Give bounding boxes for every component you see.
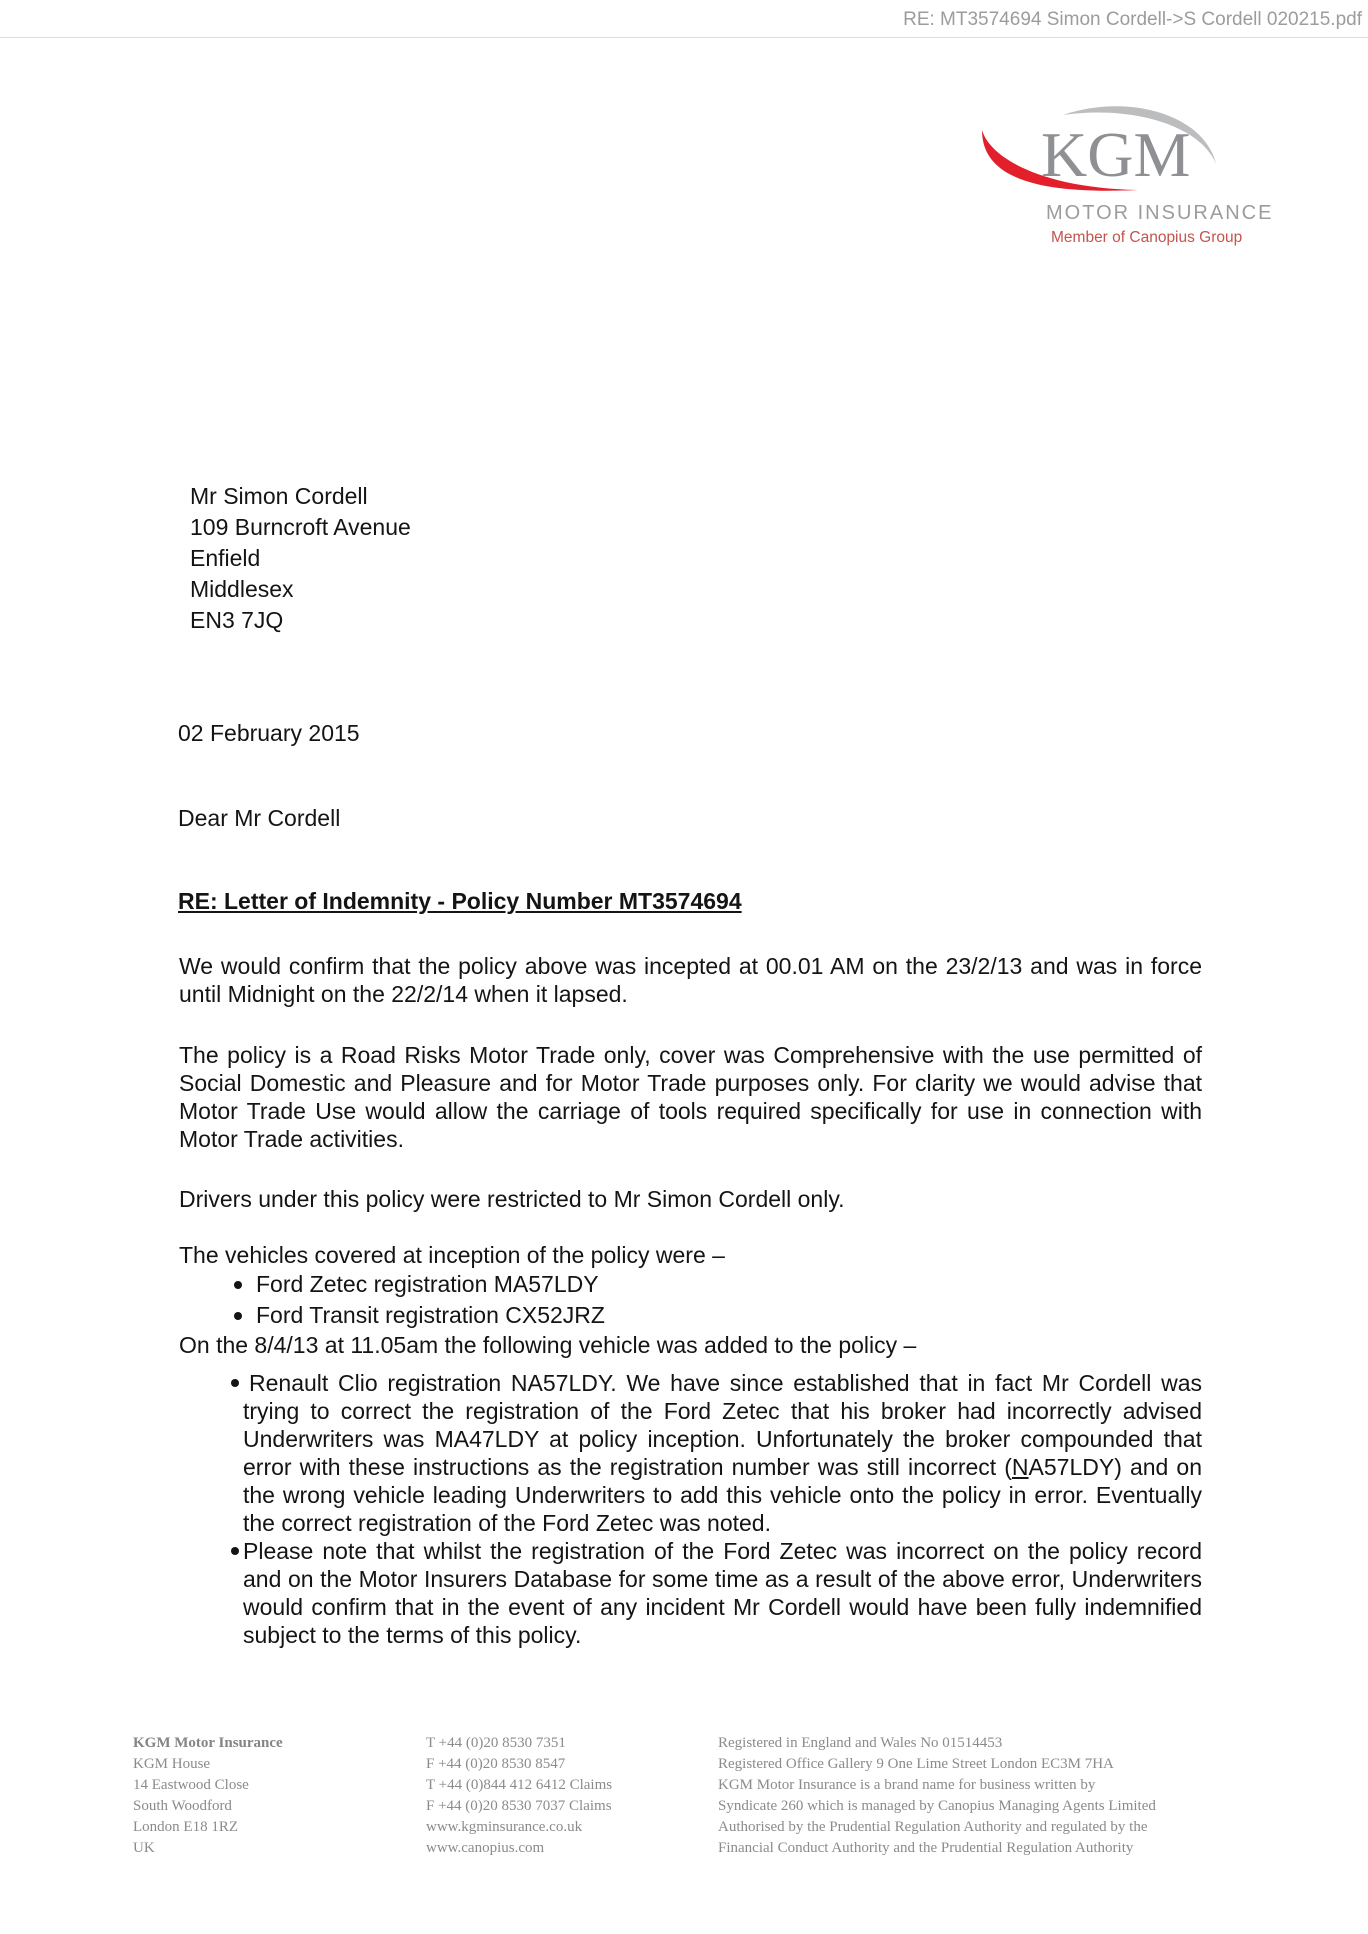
- footer-legal-column: [718, 1733, 1248, 1859]
- recipient-street: 109 Burncroft Avenue: [190, 514, 411, 540]
- footer-address-line: 14 Eastwood Close: [133, 1777, 249, 1793]
- recipient-county: Middlesex: [190, 576, 294, 602]
- paragraph-policy-dates: We would confirm that the policy above was incepted at 00.01 AM on the 23/2/13 and was in force until Midnight on the 22/2/14 when it lapsed.: [179, 953, 1202, 1007]
- footer-fax: F +44 (0)20 8530 8547: [426, 1756, 566, 1772]
- footer-website-kgm: www.kgminsurance.co.uk: [426, 1819, 583, 1835]
- vehicle-item-transit: Ford Transit registration CX52JRZ: [179, 1300, 1202, 1331]
- footer-company-name: KGM Motor Insurance: [133, 1735, 283, 1751]
- bullet-renault-underlined-n: N: [1011, 1454, 1029, 1480]
- logo-tagline: Member of Canopius Group: [1051, 229, 1243, 246]
- salutation: Dear Mr Cordell: [178, 805, 341, 831]
- footer-address-line: KGM House: [133, 1756, 211, 1772]
- bullet-renault-part1: Renault Clio registration NA57LDY. We have since established that in fact Mr Cordell was trying to correct the registration of the Ford Zetec that his broker had incorrectly advised Underwriters was MA47LDY at policy inception. Unfortunately the broker compounded that error with these instructions as the registration number was still incorrect (: [243, 1370, 1202, 1480]
- bullet-renault-part2: A57LDY) and on the wrong vehicle leading Underwriters to add this vehicle onto the policy in error. Eventually the correct registration of the Ford Zetec was noted.: [243, 1454, 1202, 1536]
- footer-claims-phone: T +44 (0)844 412 6412 Claims: [426, 1777, 613, 1793]
- footer-legal-line: Syndicate 260 which is managed by Canopius Managing Agents Limited: [718, 1798, 1156, 1814]
- kgm-logo: [980, 100, 1274, 247]
- recipient-postcode: EN3 7JQ: [190, 607, 284, 633]
- paragraph-policy-cover: The policy is a Road Risks Motor Trade only, cover was Comprehensive with the use permitted of Social Domestic and Pleasure and for Motor Trade purposes only. For clarity we would advise that Motor Trade Use would allow the carriage of tools required specifically for use in connection with Motor Trade activities.: [179, 1042, 1202, 1152]
- footer-address-line: London E18 1RZ: [133, 1819, 238, 1835]
- logo-wordmark: KGM: [1041, 119, 1191, 190]
- subject-line: RE: Letter of Indemnity - Policy Number MT3574694: [178, 888, 742, 914]
- bullet-renault-clio: [179, 1369, 1202, 1537]
- vehicles-intro: The vehicles covered at inception of the policy were –: [179, 1242, 725, 1268]
- vehicle-list: [179, 1269, 1202, 1331]
- footer-address-line: South Woodford: [133, 1798, 232, 1814]
- logo-subtitle: MOTOR INSURANCE: [1046, 202, 1274, 224]
- footer-phone: T +44 (0)20 8530 7351: [426, 1735, 566, 1751]
- recipient-name: Mr Simon Cordell: [190, 483, 368, 509]
- recipient-town: Enfield: [190, 545, 261, 571]
- footer-legal-line: Registered in England and Wales No 01514453: [718, 1735, 1003, 1751]
- viewer-title-bar: [0, 0, 1368, 38]
- kgm-logo-mark: [980, 100, 1242, 192]
- footer-legal-line: Financial Conduct Authority and the Prudential Regulation Authority: [718, 1840, 1134, 1856]
- letter-body: [179, 952, 1202, 1649]
- footer-claims-fax: F +44 (0)20 8530 7037 Claims: [426, 1798, 612, 1814]
- footer-address-line: UK: [133, 1840, 155, 1856]
- footer-legal-line: KGM Motor Insurance is a brand name for business written by: [718, 1777, 1096, 1793]
- footer-contact-column: [426, 1733, 711, 1859]
- paragraph-drivers: Drivers under this policy were restricted to Mr Simon Cordell only.: [179, 1186, 845, 1212]
- vehicle-item-zetec: Ford Zetec registration MA57LDY: [179, 1269, 1202, 1300]
- explanation-list: [179, 1369, 1202, 1649]
- bullet-indemnity-note: Please note that whilst the registration of the Ford Zetec was incorrect on the policy record and on the Motor Insurers Database for some time as a result of the above error, Underwriters would confirm that in the event of any incident Mr Cordell would have been fully indemnified subject to the terms of this policy.: [179, 1537, 1202, 1649]
- document-filename: RE: MT3574694 Simon Cordell->S Cordell 020215.pdf: [903, 9, 1362, 30]
- footer-legal-line: Authorised by the Prudential Regulation Authority and regulated by the: [718, 1819, 1148, 1835]
- recipient-address-block: [190, 481, 411, 636]
- vehicle-added-line: On the 8/4/13 at 11.05am the following vehicle was added to the policy –: [179, 1332, 917, 1358]
- footer-legal-line: Registered Office Gallery 9 One Lime Street London EC3M 7HA: [718, 1756, 1114, 1772]
- footer-website-canopius: www.canopius.com: [426, 1840, 545, 1856]
- footer-address-column: [133, 1733, 418, 1859]
- letter-date: 02 February 2015: [178, 720, 360, 746]
